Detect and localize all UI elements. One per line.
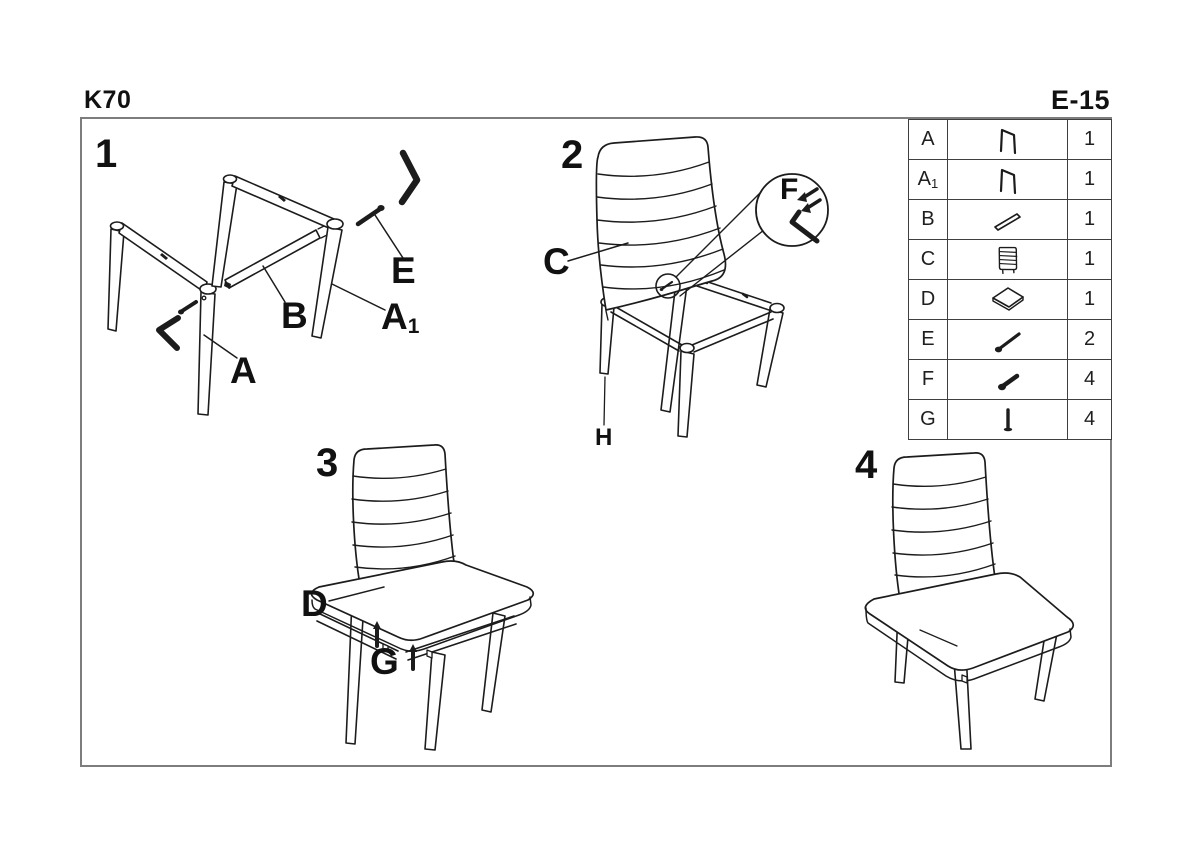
allen-key-icon bbox=[402, 153, 417, 202]
step-1-frame-assembly bbox=[85, 132, 505, 467]
parts-table-row bbox=[909, 160, 1112, 200]
parts-table-row bbox=[909, 200, 1112, 240]
part-c-backrest bbox=[596, 137, 725, 320]
part-a-leg-frame bbox=[108, 222, 216, 415]
part-letter: A bbox=[909, 120, 948, 160]
part-label-e: E bbox=[391, 250, 416, 291]
part-label-a: A bbox=[230, 350, 257, 391]
part-label-a1: A1 bbox=[381, 296, 420, 338]
backrest-attachment-drawing bbox=[540, 130, 910, 465]
label-leader-line bbox=[604, 377, 605, 425]
part-label-g: G bbox=[370, 641, 399, 682]
parts-table bbox=[908, 119, 1112, 440]
sheet-code: E-15 bbox=[1050, 85, 1110, 115]
part-letter: A1 bbox=[909, 160, 948, 200]
part-quantity: 1 bbox=[1068, 280, 1112, 320]
model-title: K70 bbox=[84, 86, 132, 114]
finished-chair-drawing bbox=[843, 443, 1153, 768]
part-quantity: 1 bbox=[1068, 240, 1112, 280]
step-number: 1 bbox=[95, 132, 118, 176]
parts-table-row bbox=[909, 120, 1112, 160]
part-letter: F bbox=[909, 360, 948, 400]
part-label-d: D bbox=[301, 583, 328, 624]
allen-key-icon bbox=[159, 318, 178, 348]
rail-icon bbox=[947, 200, 1067, 240]
step-number: 4 bbox=[855, 443, 878, 487]
part-quantity: 1 bbox=[1068, 120, 1112, 160]
pin-icon bbox=[947, 400, 1067, 440]
screw-e-icon bbox=[358, 205, 385, 224]
part-label-c: C bbox=[543, 241, 570, 282]
long-bolt-icon bbox=[947, 320, 1067, 360]
short-bolt-icon bbox=[947, 360, 1067, 400]
leg-frame-icon bbox=[947, 120, 1067, 160]
part-quantity: 1 bbox=[1068, 200, 1112, 240]
part-letter: E bbox=[909, 320, 948, 360]
part-quantity: 4 bbox=[1068, 360, 1112, 400]
part-quantity: 2 bbox=[1068, 320, 1112, 360]
step-3-seat-attachment bbox=[288, 440, 618, 775]
part-letter: G bbox=[909, 400, 948, 440]
part-label-b: B bbox=[281, 295, 308, 336]
parts-table-row bbox=[909, 400, 1112, 440]
part-quantity: 1 bbox=[1068, 160, 1112, 200]
step-2-backrest-attachment bbox=[540, 130, 910, 465]
part-label-f: F bbox=[780, 173, 799, 206]
step-number: 3 bbox=[316, 441, 339, 485]
step-4-finished-chair bbox=[843, 443, 1153, 768]
part-letter: D bbox=[909, 280, 948, 320]
seat-icon bbox=[947, 280, 1067, 320]
parts-table-row bbox=[909, 360, 1112, 400]
step-number: 2 bbox=[561, 133, 584, 177]
part-quantity: 4 bbox=[1068, 400, 1112, 440]
parts-table-row bbox=[909, 280, 1112, 320]
part-letter: B bbox=[909, 200, 948, 240]
part-letter: C bbox=[909, 240, 948, 280]
parts-table-row bbox=[909, 240, 1112, 280]
part-b-rail bbox=[224, 226, 327, 289]
screw-e-icon bbox=[178, 302, 196, 315]
seat-attachment-drawing bbox=[288, 440, 618, 775]
parts-table-row bbox=[909, 320, 1112, 360]
leg-frame-icon bbox=[947, 160, 1067, 200]
part-label-h: H bbox=[595, 424, 613, 451]
backrest-icon bbox=[947, 240, 1067, 280]
